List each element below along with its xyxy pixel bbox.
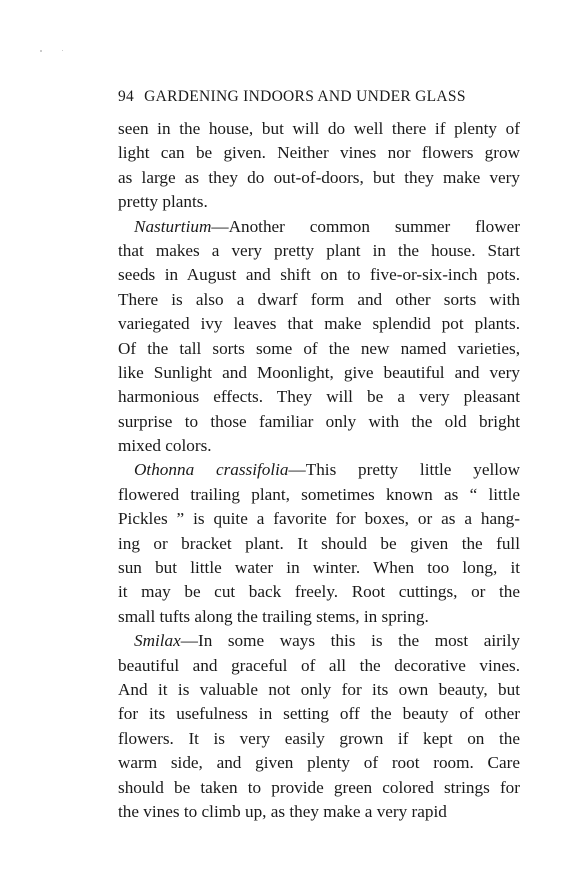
text-line (118, 215, 520, 239)
running-head (118, 88, 528, 106)
text-line (118, 190, 520, 214)
text-line (118, 800, 520, 824)
text-line (118, 702, 520, 726)
text-segment: for its usefulness in setting off the beauty of other (118, 704, 520, 724)
text-segment: sun but little water in winter. When too long, it (118, 558, 520, 578)
text-line (118, 507, 520, 531)
text-segment: should be taken to provide green colored strings for (118, 777, 520, 797)
text-line (118, 434, 520, 458)
running-title: GARDENING INDOORS AND UNDER GLASS (144, 88, 466, 105)
paper-speck (62, 50, 63, 51)
text-line (118, 288, 520, 312)
text-segment: warm side, and given plenty of root room. Care (118, 753, 520, 773)
text-segment: Of the tall sorts some of the new named varieties, (118, 338, 520, 358)
text-segment: —In some ways this is the most airily (180, 631, 520, 651)
text-segment: —This pretty little yellow (288, 460, 521, 480)
text-segment: variegated ivy leaves that make splendid pot plants. (118, 314, 520, 334)
text-segment: as large as they do out-of-doors, but they make very (118, 167, 520, 187)
text-segment: like Sunlight and Moonlight, give beautiful and very (118, 362, 520, 382)
text-line (118, 605, 520, 629)
plant-name-italic: Nasturtium (134, 216, 212, 236)
text-segment: mixed colors. (118, 436, 212, 456)
text-line (118, 361, 520, 385)
text-segment: small tufts along the trailing stems, in spring. (118, 606, 429, 626)
text-line (118, 166, 520, 190)
text-line (118, 263, 520, 287)
text-segment: it may be cut back freely. Root cuttings, or the (118, 582, 520, 602)
text-line (118, 410, 520, 434)
text-line (118, 556, 520, 580)
text-segment: beautiful and graceful of all the decorative vines. (118, 655, 520, 675)
text-segment: seeds in August and shift on to five-or-six-inch pots. (118, 265, 520, 285)
text-segment: seen in the house, but will do well there if plenty of (118, 119, 520, 138)
text-segment: the vines to climb up, as they make a very rapid (118, 801, 447, 821)
text-line (118, 483, 520, 507)
page-number: 94 (118, 88, 135, 105)
text-segment: light can be given. Neither vines nor flowers grow (118, 143, 520, 163)
plant-name-italic: Othonna crassifolia (134, 460, 289, 480)
text-segment: harmonious effects. They will be a very pleasant (118, 387, 520, 407)
text-line (118, 678, 520, 702)
text-segment: There is also a dwarf form and other sorts with (118, 289, 520, 309)
text-line (118, 776, 520, 800)
text-segment: —Another common summer flower (211, 216, 520, 236)
text-line (118, 458, 520, 482)
text-segment: ing or bracket plant. It should be given the full (118, 533, 520, 553)
text-segment: flowered trailing plant, sometimes known as “ little (118, 484, 520, 504)
text-line (118, 239, 520, 263)
text-line (118, 385, 520, 409)
paper-speck (40, 50, 42, 52)
text-segment: And it is valuable not only for its own beauty, but (118, 679, 520, 699)
text-segment: flowers. It is very easily grown if kept on the (118, 728, 520, 748)
text-line (118, 629, 520, 653)
body-text (118, 117, 520, 824)
text-segment: surprise to those familiar only with the old bright (118, 411, 520, 431)
text-segment: Pickles ” is quite a favorite for boxes, or as a hang- (118, 509, 520, 529)
text-line (118, 141, 520, 165)
text-segment: pretty plants. (118, 192, 208, 212)
text-line (118, 312, 520, 336)
text-line (118, 337, 520, 361)
text-segment: that makes a very pretty plant in the house. Start (118, 240, 520, 260)
text-line (118, 751, 520, 775)
text-line (118, 654, 520, 678)
plant-name-italic: Smilax (134, 631, 181, 651)
text-line (118, 727, 520, 751)
text-line (118, 117, 520, 141)
text-line (118, 580, 520, 604)
text-line (118, 532, 520, 556)
